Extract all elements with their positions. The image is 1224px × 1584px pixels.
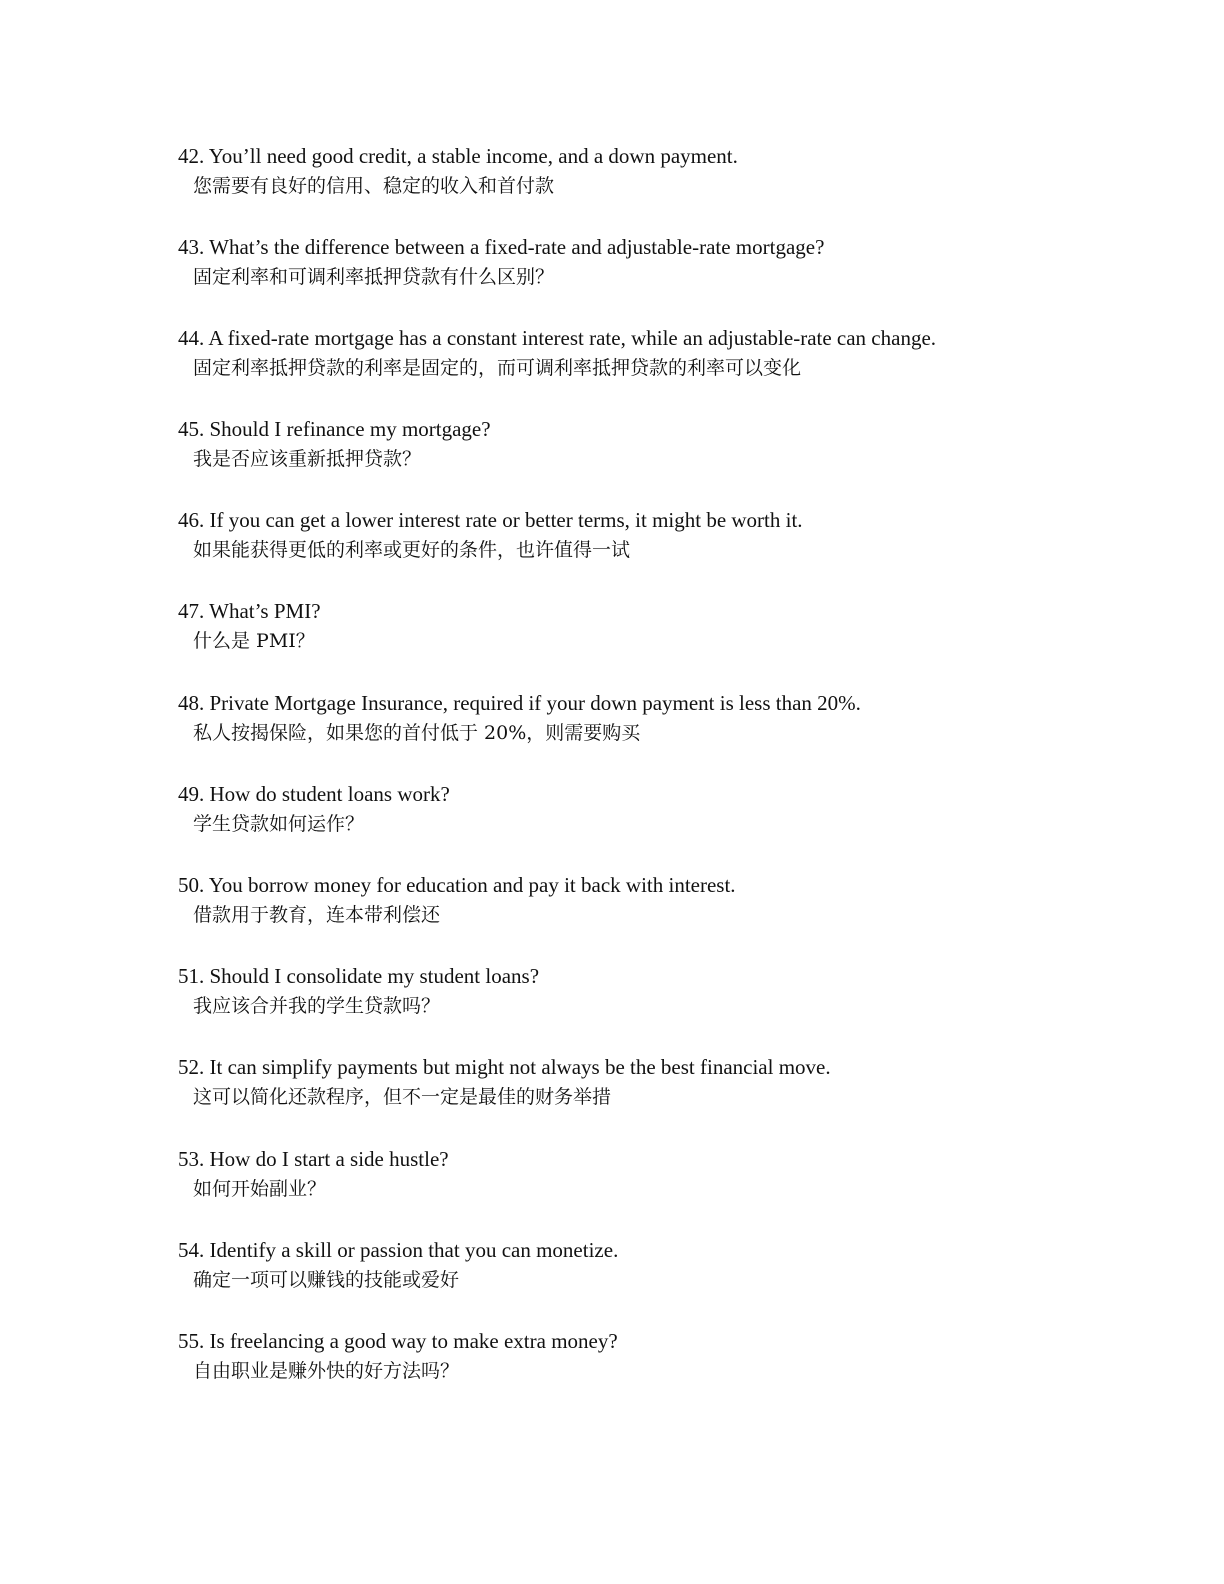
english-line: 47. What’s PMI? [178, 599, 321, 623]
chinese-line: 我应该合并我的学生贷款吗？ [193, 995, 441, 1017]
chinese-line: 私人按揭保险，如果您的首付低于 20%，则需要购买 [193, 722, 641, 744]
chinese-line: 借款用于教育，连本带利偿还 [193, 904, 441, 926]
entry-54 [178, 1235, 1078, 1295]
entry-43 [178, 232, 1078, 292]
english-line: 53. How do I start a side hustle? [178, 1147, 449, 1171]
chinese-line: 学生贷款如何运作？ [193, 813, 365, 835]
entry-47 [178, 596, 1078, 656]
entry-42 [178, 141, 1078, 201]
english-line: 43. What’s the difference between a fixed-rate and adjustable-rate mortgage? [178, 235, 825, 259]
chinese-line: 您需要有良好的信用、稳定的收入和首付款 [193, 175, 555, 197]
entry-45 [178, 414, 1078, 474]
chinese-line: 什么是 PMI？ [193, 630, 315, 652]
english-line: 52. It can simplify payments but might not always be the best financial move. [178, 1055, 831, 1079]
chinese-line: 这可以简化还款程序，但不一定是最佳的财务举措 [193, 1086, 612, 1108]
english-line: 54. Identify a skill or passion that you can monetize. [178, 1238, 619, 1262]
entry-50 [178, 870, 1078, 930]
english-line: 51. Should I consolidate my student loans? [178, 964, 540, 988]
entry-48 [178, 688, 1078, 748]
english-line: 50. You borrow money for education and pay it back with interest. [178, 873, 736, 897]
chinese-line: 如何开始副业？ [193, 1178, 327, 1200]
english-line: 44. A fixed-rate mortgage has a constant interest rate, while an adjustable-rate can change. [178, 326, 937, 350]
chinese-line: 自由职业是赚外快的好方法吗？ [193, 1360, 460, 1382]
chinese-line: 我是否应该重新抵押贷款？ [193, 448, 422, 470]
entry-51 [178, 961, 1078, 1021]
entry-46 [178, 505, 1078, 565]
chinese-line: 固定利率抵押贷款的利率是固定的，而可调利率抵押贷款的利率可以变化 [193, 357, 802, 379]
english-line: 49. How do student loans work? [178, 782, 450, 806]
entry-55 [178, 1326, 1078, 1386]
entry-52 [178, 1052, 1078, 1112]
entry-49 [178, 779, 1078, 839]
english-line: 42. You’ll need good credit, a stable income, and a down payment. [178, 144, 738, 168]
chinese-line: 固定利率和可调利率抵押贷款有什么区别？ [193, 266, 555, 288]
english-line: 46. If you can get a lower interest rate or better terms, it might be worth it. [178, 508, 803, 532]
english-line: 55. Is freelancing a good way to make extra money? [178, 1329, 618, 1353]
entry-53 [178, 1144, 1078, 1204]
english-line: 48. Private Mortgage Insurance, required if your down payment is less than 20%. [178, 691, 861, 715]
english-line: 45. Should I refinance my mortgage? [178, 417, 491, 441]
chinese-line: 确定一项可以赚钱的技能或爱好 [193, 1269, 460, 1291]
chinese-line: 如果能获得更低的利率或更好的条件，也许值得一试 [193, 539, 631, 561]
entry-44 [178, 323, 1078, 383]
